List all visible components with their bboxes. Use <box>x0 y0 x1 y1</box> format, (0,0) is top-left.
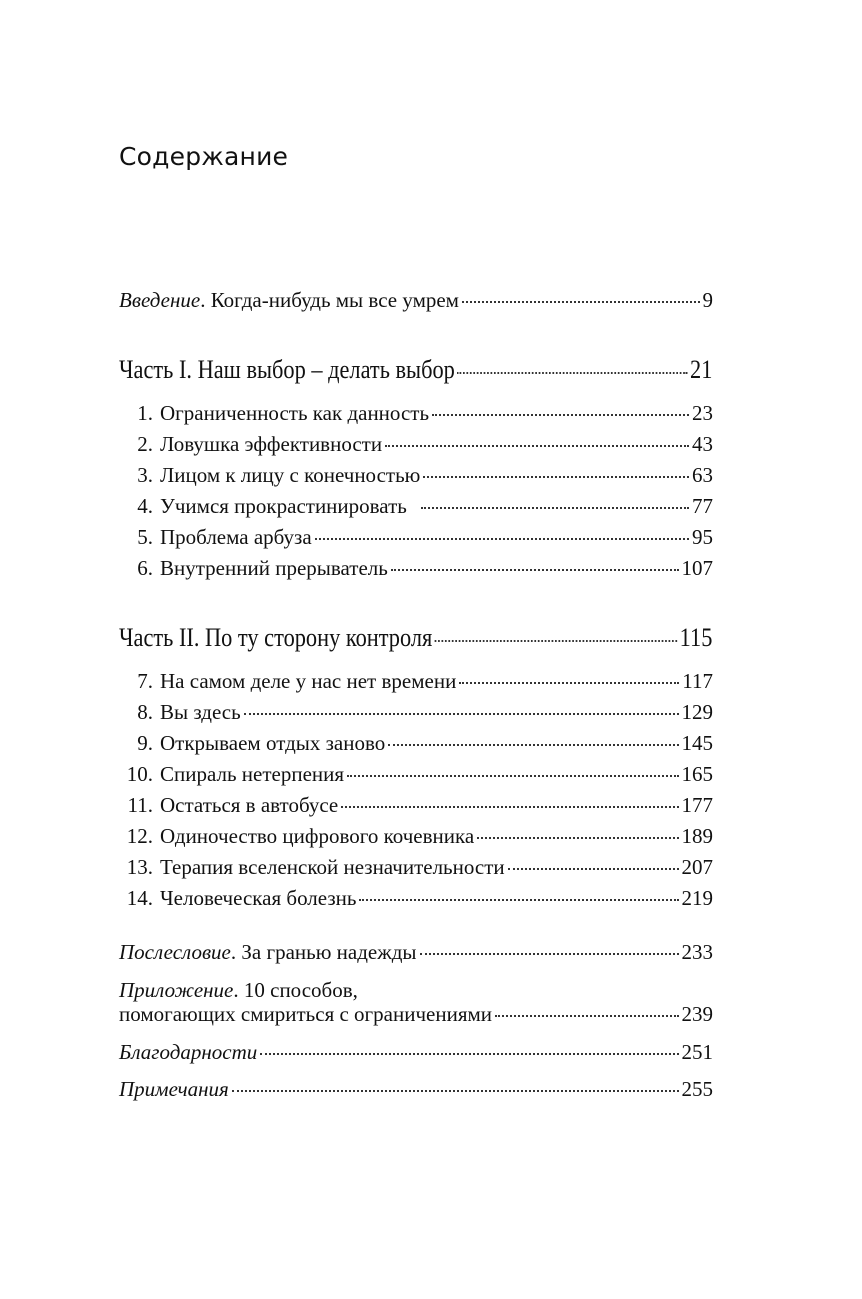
toc-page-number: 77 <box>692 494 713 518</box>
chapter-title: Проблема арбуза <box>160 525 312 549</box>
toc-entry-intro <box>119 287 713 313</box>
toc-page-number: 207 <box>681 855 713 879</box>
dot-leader <box>423 475 689 478</box>
toc-page-number: 255 <box>681 1077 713 1101</box>
toc-page-number: 115 <box>679 623 713 652</box>
toc-page-number: 251 <box>681 1040 713 1064</box>
toc-part-1 <box>119 355 712 385</box>
toc-entry-label-italic: Приложение <box>119 978 234 1002</box>
dot-leader <box>315 537 689 540</box>
toc-chapter-3 <box>119 462 713 488</box>
dot-leader <box>495 1014 678 1017</box>
toc-page-number: 21 <box>690 355 713 384</box>
toc-chapter-5 <box>119 524 713 550</box>
chapter-title: Лицом к лицу с конечностью <box>160 463 421 487</box>
chapter-number: 11. <box>127 793 153 817</box>
toc-chapter-8 <box>119 699 713 725</box>
toc-page-number: 63 <box>692 463 713 487</box>
toc-entry-appendix-line-1 <box>119 977 713 1003</box>
toc-page-number: 95 <box>692 525 713 549</box>
toc-page-number: 9 <box>702 288 713 312</box>
dot-leader <box>388 743 678 746</box>
toc-chapter-1 <box>119 400 713 426</box>
chapter-title: Открываем отдых заново <box>160 731 386 755</box>
toc-chapter-11 <box>119 792 713 818</box>
toc-entry-label <box>119 939 417 965</box>
toc-part-label: Часть I. Наш выбор – делать выбор <box>119 355 455 384</box>
dot-leader <box>244 712 679 715</box>
toc-entry-label-italic: Введение <box>119 288 201 312</box>
dot-leader <box>359 898 678 901</box>
toc-chapter-7 <box>119 668 713 694</box>
toc-page-number: 107 <box>681 556 713 580</box>
chapter-title: Учимся прокрастинировать <box>160 494 407 518</box>
toc-chapter-4 <box>119 493 713 519</box>
toc-entry-afterword <box>119 939 713 965</box>
dot-leader <box>462 300 700 303</box>
dot-leader <box>435 639 677 642</box>
dot-leader <box>459 681 679 684</box>
toc-chapter-12 <box>119 823 713 849</box>
dot-leader <box>432 413 689 416</box>
dot-leader <box>260 1052 678 1055</box>
toc-entry-label <box>119 1039 257 1065</box>
chapter-title: Терапия вселенской незначительности <box>160 855 505 879</box>
toc-chapter-9 <box>119 730 713 756</box>
toc-entry-label-continued: помогающих смириться с ограничениями <box>119 1002 493 1026</box>
toc-chapter-13 <box>119 854 713 880</box>
toc-page-number: 43 <box>692 432 713 456</box>
dot-leader <box>232 1089 679 1092</box>
toc-page-number: 177 <box>681 793 713 817</box>
chapter-number: 3. <box>137 463 153 487</box>
chapter-number: 13. <box>126 855 153 879</box>
toc-part-2 <box>119 623 712 653</box>
toc-entry-notes <box>119 1076 713 1102</box>
toc-page-number: 239 <box>681 1002 713 1026</box>
toc-part-label: Часть II. По ту сторону контроля <box>119 623 433 652</box>
dot-leader <box>341 805 678 808</box>
dot-leader <box>420 952 679 955</box>
dot-leader <box>385 444 689 447</box>
toc-page-number: 189 <box>681 824 713 848</box>
chapter-number: 1. <box>137 401 153 425</box>
dot-leader <box>391 568 679 571</box>
chapter-title: Спираль нетерпения <box>160 762 345 786</box>
toc-entry-label-rest: . 10 способов, <box>233 978 358 1002</box>
toc-page-number: 233 <box>681 940 713 964</box>
chapter-title: Вы здесь <box>160 700 241 724</box>
chapter-title: Внутренний прерыватель <box>160 556 388 580</box>
toc-entry-label <box>119 1076 229 1102</box>
toc-entry-label-rest: . За гранью надежды <box>230 940 417 964</box>
chapter-number: 6. <box>137 556 153 580</box>
chapter-number: 9. <box>137 731 153 755</box>
toc-page-number: 219 <box>681 886 713 910</box>
chapter-title: Одиночество цифрового кочевника <box>160 824 475 848</box>
toc-page-number: 165 <box>681 762 713 786</box>
toc-page-number: 23 <box>692 401 713 425</box>
toc-entry-label <box>119 977 358 1003</box>
dot-leader <box>477 836 678 839</box>
toc-entry-label <box>119 287 459 313</box>
chapter-title: На самом деле у нас нет времени <box>160 669 457 693</box>
toc-entry-label-italic: Послесловие <box>119 940 231 964</box>
chapter-title: Ограниченность как данность <box>160 401 430 425</box>
dot-leader <box>421 506 689 509</box>
chapter-title: Остаться в автобусе <box>160 793 339 817</box>
chapter-number: 7. <box>137 669 153 693</box>
chapter-number: 2. <box>137 432 153 456</box>
chapter-number: 10. <box>126 762 153 786</box>
chapter-number: 12. <box>126 824 153 848</box>
toc-entry-acknowledgements <box>119 1039 713 1065</box>
chapter-number: 8. <box>137 700 153 724</box>
chapter-title: Ловушка эффективности <box>160 432 383 456</box>
dot-leader <box>457 371 687 374</box>
toc-chapter-10 <box>119 761 713 787</box>
chapter-title: Человеческая болезнь <box>160 886 357 910</box>
toc-entry-label-rest: . Когда-нибудь мы все умрем <box>200 288 459 312</box>
dot-leader <box>347 774 678 777</box>
toc-chapter-14 <box>119 885 713 911</box>
chapter-number: 14. <box>126 886 153 910</box>
toc-entry-label-italic: Примечания <box>119 1077 229 1101</box>
toc-page-number: 129 <box>681 700 713 724</box>
chapter-number: 4. <box>137 494 153 518</box>
toc-page-number: 145 <box>681 731 713 755</box>
toc-entry-label-italic: Благодарности <box>119 1040 258 1064</box>
toc-entry-appendix-line-2 <box>119 1001 713 1027</box>
toc-chapter-6 <box>119 555 713 581</box>
toc-chapter-2 <box>119 431 713 457</box>
page-title: Содержание <box>119 142 289 171</box>
toc-page-number: 117 <box>682 669 713 693</box>
dot-leader <box>508 867 679 870</box>
chapter-number: 5. <box>137 525 153 549</box>
